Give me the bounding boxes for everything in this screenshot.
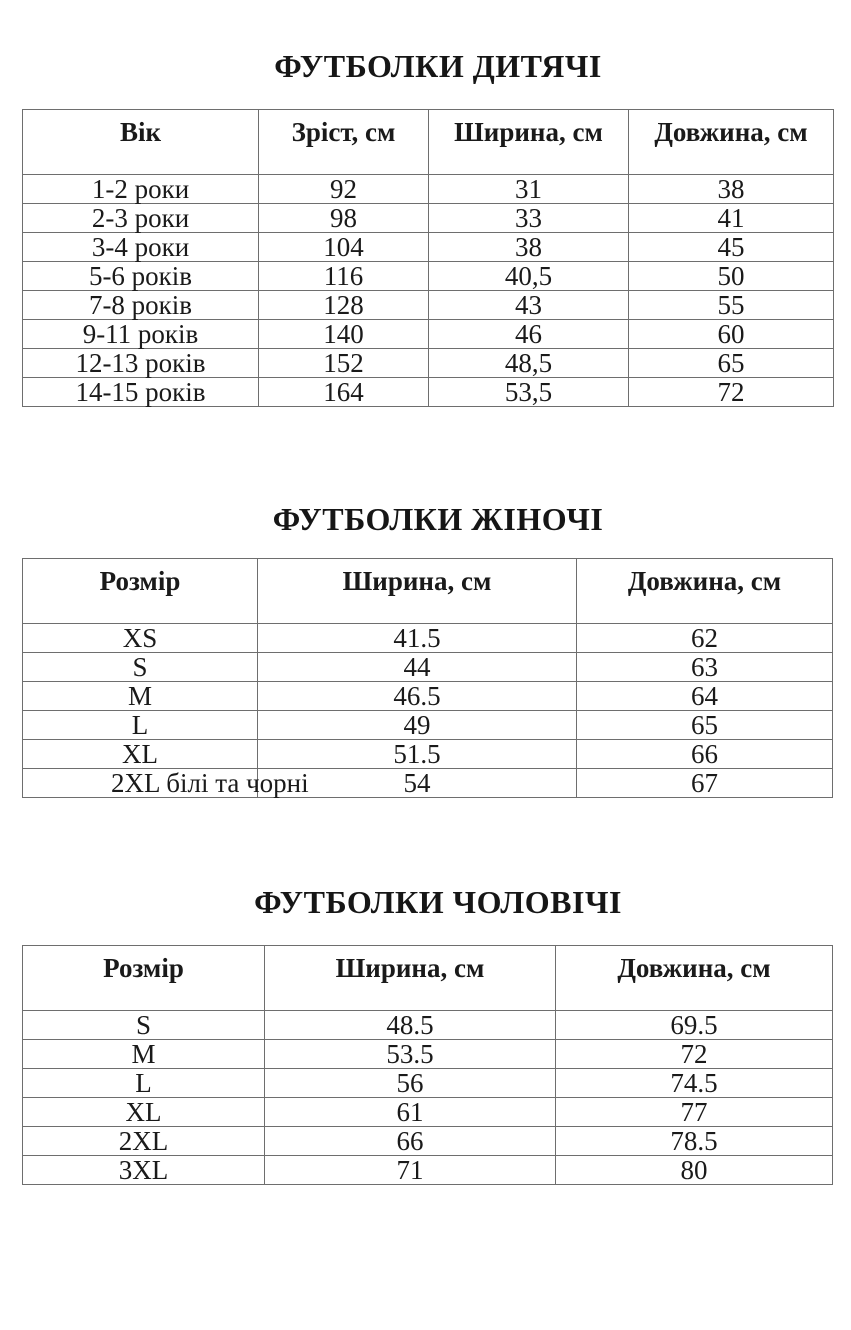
value-cell: 46 xyxy=(429,320,629,349)
men-table-title: ФУТБОЛКИ ЧОЛОВІЧІ xyxy=(254,884,622,920)
value-cell: 116 xyxy=(259,262,429,291)
value-cell: 55 xyxy=(629,291,834,320)
column-header: Ширина, см xyxy=(429,110,629,175)
row-label: L xyxy=(23,1069,265,1098)
women-table-title: ФУТБОЛКИ ЖІНОЧІ xyxy=(272,501,604,537)
row-label: S xyxy=(23,653,258,682)
table-row xyxy=(23,1069,833,1098)
row-label: 2XL xyxy=(23,1127,265,1156)
value-cell: 65 xyxy=(629,349,834,378)
row-label: M xyxy=(23,1040,265,1069)
value-cell: 164 xyxy=(259,378,429,407)
children-table-body xyxy=(23,175,834,407)
table-row xyxy=(23,175,834,204)
header-row xyxy=(23,559,833,624)
value-cell: 41 xyxy=(629,204,834,233)
table-row xyxy=(23,1040,833,1069)
row-label: XL xyxy=(23,740,258,769)
table-row xyxy=(23,233,834,262)
table-row xyxy=(23,204,834,233)
table-row xyxy=(23,1098,833,1127)
value-cell: 140 xyxy=(259,320,429,349)
women-size-table xyxy=(22,558,833,798)
table-row xyxy=(23,653,833,682)
value-cell: 44 xyxy=(258,653,577,682)
table-row xyxy=(23,1127,833,1156)
value-cell: 67 xyxy=(577,769,833,798)
table-row xyxy=(23,711,833,740)
value-cell: 41.5 xyxy=(258,624,577,653)
value-cell: 80 xyxy=(556,1156,833,1185)
children-table-header xyxy=(23,110,834,175)
row-label: 1-2 роки xyxy=(23,175,259,204)
men-size-table xyxy=(22,945,833,1185)
value-cell: 38 xyxy=(629,175,834,204)
value-cell: 64 xyxy=(577,682,833,711)
value-cell: 71 xyxy=(265,1156,556,1185)
value-cell: 77 xyxy=(556,1098,833,1127)
row-label: 5-6 років xyxy=(23,262,259,291)
children-table-title: ФУТБОЛКИ ДИТЯЧІ xyxy=(274,48,602,84)
value-cell: 72 xyxy=(629,378,834,407)
table-row xyxy=(23,682,833,711)
value-cell: 62 xyxy=(577,624,833,653)
value-cell: 104 xyxy=(259,233,429,262)
column-header: Ширина, см xyxy=(258,559,577,624)
value-cell: 78.5 xyxy=(556,1127,833,1156)
row-label: S xyxy=(23,1011,265,1040)
row-label: 7-8 років xyxy=(23,291,259,320)
table-row xyxy=(23,1156,833,1185)
value-cell: 92 xyxy=(259,175,429,204)
page xyxy=(0,50,851,1330)
column-header: Зріст, см xyxy=(259,110,429,175)
header-row xyxy=(23,110,834,175)
value-cell: 66 xyxy=(265,1127,556,1156)
table-row xyxy=(23,349,834,378)
value-cell: 56 xyxy=(265,1069,556,1098)
row-label: 2XL білі та чорні xyxy=(23,769,258,798)
column-header: Довжина, см xyxy=(556,946,833,1011)
row-label: 9-11 років xyxy=(23,320,259,349)
value-cell: 33 xyxy=(429,204,629,233)
row-label: 14-15 років xyxy=(23,378,259,407)
value-cell: 60 xyxy=(629,320,834,349)
women-table-body xyxy=(23,624,833,798)
table-row xyxy=(23,740,833,769)
row-label: M xyxy=(23,682,258,711)
row-label: 12-13 років xyxy=(23,349,259,378)
value-cell: 152 xyxy=(259,349,429,378)
table-row xyxy=(23,378,834,407)
men-table-header xyxy=(23,946,833,1011)
row-label: 3-4 роки xyxy=(23,233,259,262)
column-header: Довжина, см xyxy=(629,110,834,175)
value-cell: 63 xyxy=(577,653,833,682)
table-row xyxy=(23,769,833,798)
value-cell: 45 xyxy=(629,233,834,262)
value-cell: 49 xyxy=(258,711,577,740)
column-header: Розмір xyxy=(23,559,258,624)
value-cell: 53.5 xyxy=(265,1040,556,1069)
table-row xyxy=(23,291,834,320)
column-header: Вік xyxy=(23,110,259,175)
table-row xyxy=(23,1011,833,1040)
value-cell: 128 xyxy=(259,291,429,320)
column-header: Ширина, см xyxy=(265,946,556,1011)
table-row xyxy=(23,320,834,349)
table-row xyxy=(23,624,833,653)
table-row xyxy=(23,262,834,291)
value-cell: 61 xyxy=(265,1098,556,1127)
value-cell: 48.5 xyxy=(265,1011,556,1040)
row-label: XL xyxy=(23,1098,265,1127)
value-cell: 38 xyxy=(429,233,629,262)
value-cell: 43 xyxy=(429,291,629,320)
row-label: XS xyxy=(23,624,258,653)
women-table-header xyxy=(23,559,833,624)
men-table-body xyxy=(23,1011,833,1185)
value-cell: 31 xyxy=(429,175,629,204)
row-label: L xyxy=(23,711,258,740)
value-cell: 74.5 xyxy=(556,1069,833,1098)
column-header: Довжина, см xyxy=(577,559,833,624)
value-cell: 65 xyxy=(577,711,833,740)
column-header: Розмір xyxy=(23,946,265,1011)
value-cell: 54 xyxy=(258,769,577,798)
value-cell: 53,5 xyxy=(429,378,629,407)
value-cell: 46.5 xyxy=(258,682,577,711)
value-cell: 72 xyxy=(556,1040,833,1069)
row-label: 2-3 роки xyxy=(23,204,259,233)
children-size-table xyxy=(22,109,834,407)
row-label: 3XL xyxy=(23,1156,265,1185)
value-cell: 69.5 xyxy=(556,1011,833,1040)
value-cell: 98 xyxy=(259,204,429,233)
value-cell: 51.5 xyxy=(258,740,577,769)
value-cell: 66 xyxy=(577,740,833,769)
header-row xyxy=(23,946,833,1011)
value-cell: 40,5 xyxy=(429,262,629,291)
value-cell: 50 xyxy=(629,262,834,291)
value-cell: 48,5 xyxy=(429,349,629,378)
